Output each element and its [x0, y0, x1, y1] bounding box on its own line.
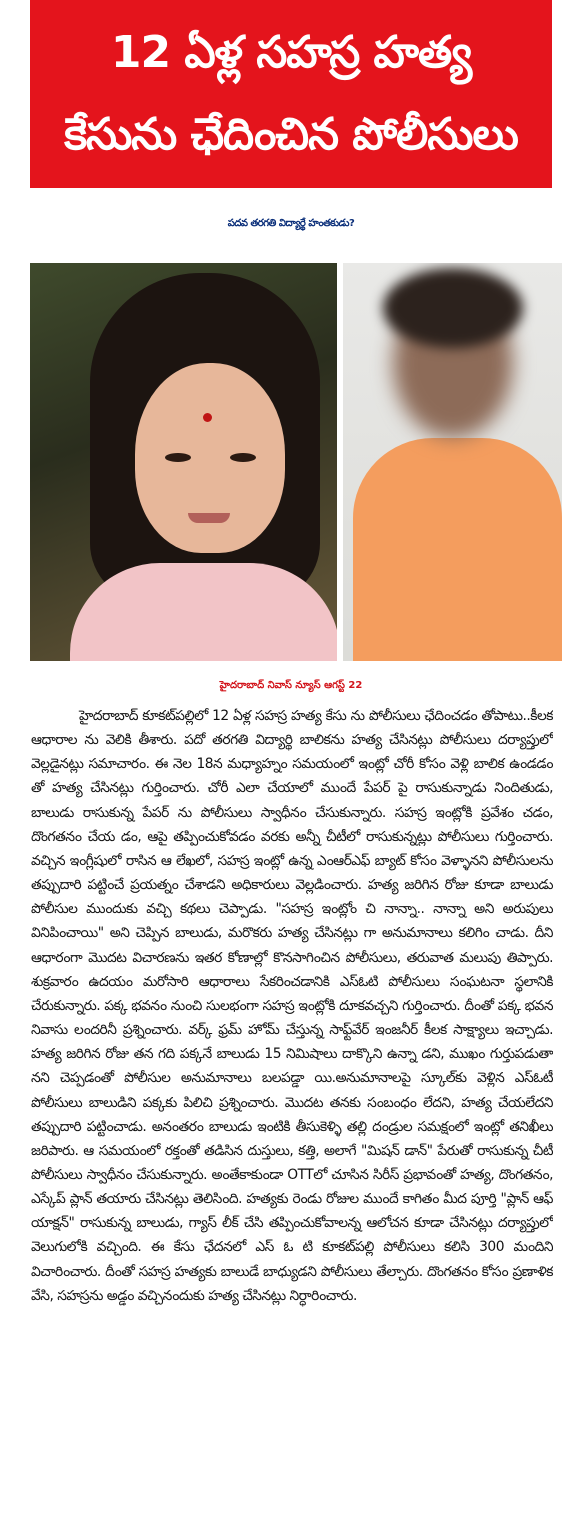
headline-banner	[30, 0, 552, 188]
photo-face	[135, 363, 285, 553]
victim-photo	[30, 263, 337, 661]
photo-mouth	[188, 513, 230, 523]
photo-orange-shirt	[353, 438, 562, 661]
photo-eye-right	[230, 453, 256, 462]
headline-line-1: 12 ఏళ్ల సహస్ర హత్య	[110, 27, 472, 78]
headline-line-2: కేసును ఛేదించిన పోలీసులు	[64, 109, 518, 160]
article-body	[31, 704, 553, 1524]
article-paragraph: హైదరాబాద్ కూకట్‌పల్లిలో 12 ఏళ్ల సహస్ర హత్య కేసు ను పోలీసులు ఛేదించడం తోపాటు..కీలక ఆధారాల ను వెలికి తీశారు. పదో తరగతి విద్యార్థి బాలికను హత్య చేసినట్లు పోలీసులు దర్యాప్తులో వెల్లడైనట్లు సమాచారం. ఈ నెల 18న మధ్యాహ్నం సమయంలో ఇంట్లో చోరీ కోసం వెళ్లి బాలిక ఉండడం తో హత్య చేసినట్లు గుర్తించారు. చోరీ ఎలా చేయాలో ముందే పేపర్ పై రాసుకున్నాడు నిందితుడు, బాలుడు రాసుకున్న పేపర్ ను పోలీసులు స్వాధీనం చేసుకున్నారు. సహస్ర ఇంట్లోకి ప్రవేశం చడం, దొంగతనం చేయ డం, ఆపై తప్పించుకోవడం వరకు అన్నీ చీటీలో రాసుకున్నట్లు పోలీసులు గుర్తించారు. వచ్చిన ఇంగ్లీషులో రాసిన ఆ లేఖలో, సహస్ర ఇంట్లో ఉన్న ఎంఆర్ఎఫ్ బ్యాట్ కోసం వెళ్ళానని పోలీసులను తప్పుదారి పట్టించే ప్రయత్నం చేశాడని అధికారులు వెల్లడించారు. హత్య జరిగిన రోజు కూడా బాలుడు పోలీసుల ముందుకు వచ్చి కథలు చెప్పాడు. "సహస్ర ఇంట్లోం చి నాన్నా.. నాన్నా అని అరుపులు వినిపించాయి" అని చెప్పిన బాలుడు, మరొకరు హత్య చేసినట్లు గా అనుమానాలు కలిగిం చాడు. దీని ఆధారంగా మొదట విచారణను ఇతర కోణాల్లో కొనసాగించిన పోలీసులు, తరువాత మలుపు తిప్పారు. శుక్రవారం ఉదయం మరోసారి ఆధారాలు సేకరించడానికి ఎస్ఓటి పోలీసులు సంఘటనా స్థలానికి చేరుకున్నారు. పక్క భవనం నుంచి సులభంగా సహస్ర ఇంట్లోకి దూకవచ్చని గుర్తించారు. దీంతో పక్క భవన నివాసు లందరినీ ప్రశ్నించారు. వర్క్ ఫ్రమ్ హోమ్ చేస్తున్న సాఫ్ట్‌వేర్ ఇంజనీర్ కీలక సాక్ష్యాలు ఇచ్చాడు. హత్య జరిగిన రోజు తన గది పక్కనే బాలుడు 15 నిమిషాలు దాక్కొని ఉన్నా డని, ముఖం గుర్తుపడుతా నని చెప్పడంతో పోలీసుల అనుమానాలు బలపడ్డా యి.అనుమానాలపై స్కూల్‌కు వెళ్లిన ఎస్ఓటీ పోలీసులు బాలుడిని పక్కకు పిలిచి ప్రశ్నించారు. మొదట తనకు సంబంధం లేదని, హత్య చేయలేదని తప్పుదారి పట్టించాడు. అనంతరం బాలుడు ఇంటికి తీసుకెళ్ళి తల్లి దండ్రుల సమక్షంలో ఇంట్లో తనిఖీలు జరిపారు. ఆ సమయంలో రక్తంతో తడిసిన దుస్తులు, కత్తి, అలాగే "మిషన్ డాన్" పేరుతో రాసుకున్న చీటీ పోలీసులు స్వాధీనం చేసుకున్నారు. అంతేకాకుండా OTTలో చూసిన సిరీస్ ప్రభావంతో హత్య, దొంగతనం, ఎస్కేప్ ప్లాన్ తయారు చేసినట్లు తెలిసింది. హత్యకు రెండు రోజుల ముందే కాగితం మీద పూర్తి "ప్లాన్ ఆఫ్ యాక్షన్" రాసుకున్న బాలుడు, గ్యాస్ లీక్ చేసి తప్పించుకోవాలన్న ఆలోచన కూడా చేసినట్లు దర్యాప్తులో వెలుగులోకి వచ్చింది. ఈ కేసు ఛేదనలో ఎస్ ఓ టి కూకట్‌పల్లి పోలీసులు కలిసి 300 మందిని విచారించారు. దీంతో సహస్ర హత్యకు బాలుడే బాధ్యుడని పోలీసులు తేల్చారు. దొంగతనం కోసం ప్రణాళిక వేసి, సహస్రను అడ్డం వచ్చినందుకు హత్య చేసినట్లు నిర్ధారించారు.	[31, 708, 553, 1304]
dateline: హైదరాబాద్ నివాస్ న్యూస్ ఆగస్ట్ 22	[219, 680, 363, 691]
photo-eye-left	[165, 453, 191, 462]
photo-shirt	[70, 563, 337, 661]
subheadline: పదవ తరగతి విద్యార్థే హంతకుడు?	[227, 218, 355, 229]
photo-bindi	[203, 413, 212, 422]
photo-hair	[383, 268, 523, 348]
accused-photo-blurred	[343, 263, 562, 661]
